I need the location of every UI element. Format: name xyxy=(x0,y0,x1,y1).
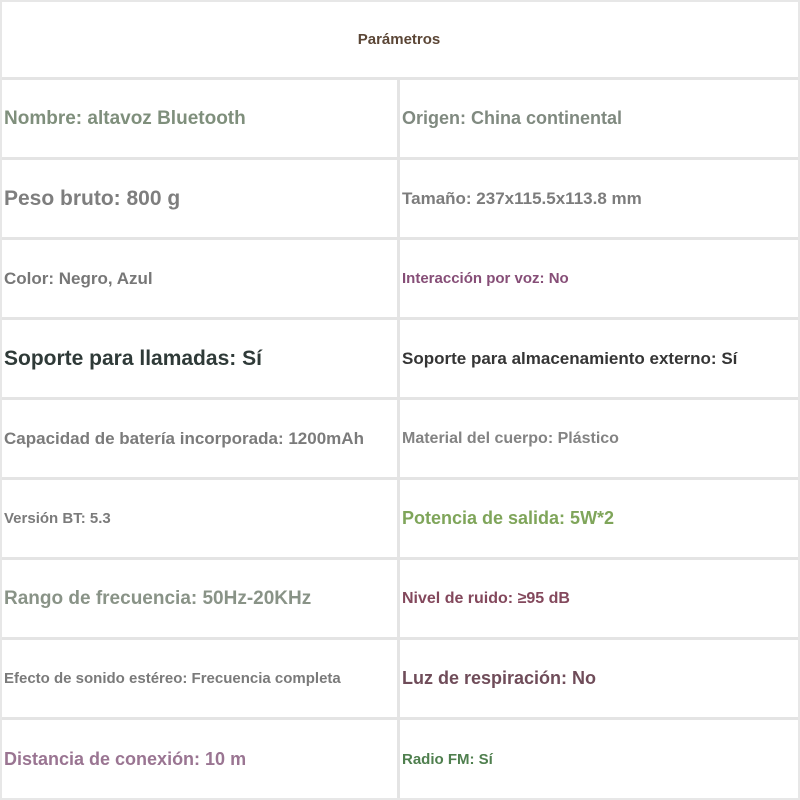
param-output-power-cell: Potencia de salida: 5W*2 xyxy=(402,508,615,528)
param-external-storage-cell: Soporte para almacenamiento externo: Sí xyxy=(402,348,738,368)
param-call-support-cell: Soporte para llamadas: Sí xyxy=(2,320,400,397)
table-row xyxy=(2,480,798,560)
table-header xyxy=(2,2,798,80)
param-stereo-effect-cell: Efecto de sonido estéreo: Frecuencia completa xyxy=(2,640,400,717)
table-row xyxy=(2,240,798,320)
param-breathing-light-cell: Luz de respiración: No xyxy=(402,668,597,688)
param-frequency-range-cell: Rango de frecuencia: 50Hz-20KHz xyxy=(2,560,400,637)
table-row xyxy=(2,160,798,240)
param-fm-radio-cell: Radio FM: Sí xyxy=(402,750,493,768)
table-row xyxy=(2,80,798,160)
table-title: Parámetros xyxy=(357,31,441,48)
param-battery-capacity-cell: Capacidad de batería incorporada: 1200mAh xyxy=(2,400,400,477)
param-origin-cell: Origen: China continental xyxy=(402,108,623,128)
param-bt-version-cell: Versión BT: 5.3 xyxy=(2,480,400,557)
param-noise-level-cell: Nivel de ruido: ≥95 dB xyxy=(402,589,570,607)
param-connection-distance-cell: Distancia de conexión: 10 m xyxy=(2,720,400,798)
param-gross-weight-cell: Peso bruto: 800 g xyxy=(2,160,400,237)
table-row xyxy=(2,560,798,640)
table-row xyxy=(2,400,798,480)
param-color-cell: Color: Negro, Azul xyxy=(2,240,400,317)
table-row xyxy=(2,320,798,400)
param-voice-interaction-cell: Interacción por voz: No xyxy=(402,270,569,287)
param-body-material-cell: Material del cuerpo: Plástico xyxy=(402,429,619,447)
table-row xyxy=(2,640,798,720)
param-size-cell: Tamaño: 237x115.5x113.8 mm xyxy=(402,188,642,208)
table-row xyxy=(2,720,798,798)
param-name-cell: Nombre: altavoz Bluetooth xyxy=(2,80,400,157)
